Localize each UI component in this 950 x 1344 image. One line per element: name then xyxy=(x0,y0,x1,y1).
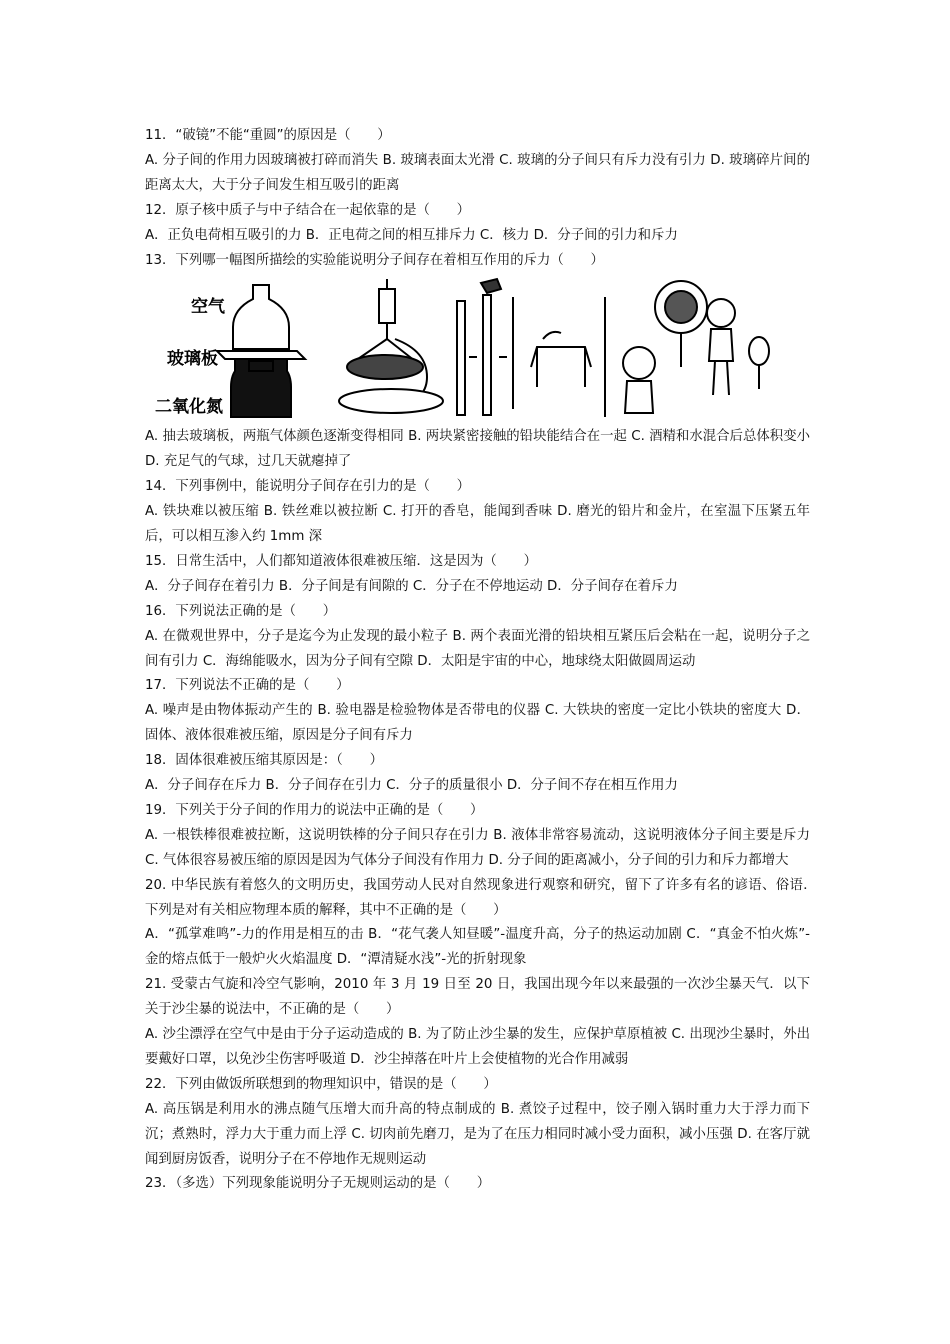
gas-diffusion-bottles xyxy=(217,285,305,417)
experiment-illustrations xyxy=(165,277,785,423)
question-20-options: A．“孤掌难鸣”-力的作用是相互的击 B．“花气袭人知昼暖”-温度升高，分子的热运动加剧 C．“真金不怕火炼”-金的熔点低于一般炉火火焰温度 D．“潭清疑水浅”-光的折射现象 xyxy=(145,927,810,968)
question-17-options: A. 噪声是由物体振动产生的 B. 验电器是检验物体是否带电的仪器 C. 大铁块的密度一定比小铁块的密度大 D．固体、液体很难被压缩，原因是分子间有斥力 xyxy=(145,703,810,744)
question-13-options: A. 抽去玻璃板，两瓶气体颜色逐渐变得相同 B. 两块紧密接触的铅块能结合在一起 C. 酒精和水混合后总体积变小 D. 充足气的气球，过几天就瘪掉了 xyxy=(145,429,810,470)
question-18-options: A．分子间存在斥力 B．分子间存在引力 C．分子的质量很小 D．分子间不存在相互作用力 xyxy=(145,778,678,793)
question-14-stem: 14．下列事例中，能说明分子间存在引力的是（ ） xyxy=(145,479,471,495)
question-16-options: A. 在微观世界中，分子是迄今为止发现的最小粒子 B. 两个表面光滑的铅块相互紧压后会粘在一起，说明分子之间有引力 C．海绵能吸水，因为分子间有空隙 D．太阳是宇宙的中心，地球绕太阳做圆周运动 xyxy=(145,628,810,669)
spring-scale-plate xyxy=(339,279,443,413)
question-12-stem: 12．原子核中质子与中子结合在一起依靠的是（ ） xyxy=(145,202,471,218)
question-21-options: A. 沙尘漂浮在空气中是由于分子运动造成的 B. 为了防止沙尘暴的发生，应保护草原植被 C. 出现沙尘暴时，外出要戴好口罩，以免沙尘伤害呼吸道 D．沙尘掉落在叶片上会使植物的光合作用减弱 xyxy=(145,1027,810,1067)
question-11-stem: 11．“破镜”不能“重圆”的原因是（ ） xyxy=(145,128,391,143)
children-balloon-scene xyxy=(623,281,769,413)
question-22-options: A. 高压锅是利用水的沸点随气压增大而升高的特点制成的 B. 煮饺子过程中，饺子刚入锅时重力大于浮力而下沉；煮熟时，浮力大于重力而上浮 C. 切肉前先磨刀，是为了在压力相同时减小受力面积，减小压强 D. 在客厅就闻到厨房饭香，说明分子在不停地作无规则运动 xyxy=(145,1101,810,1167)
question-17-stem: 17．下列说法不正确的是（ ） xyxy=(145,678,350,694)
question-18-stem: 18．固体很难被压缩其原因是：（ ） xyxy=(145,753,383,769)
question-23-stem: 23．（多选）下列现象能说明分子无规则运动的是（ ） xyxy=(145,1176,491,1192)
question-15-options: A．分子间存在着引力 B．分子间是有间隙的 C．分子在不停地运动 D．分子间存在着斥力 xyxy=(145,578,678,594)
question-11-options: A. 分子间的作用力因玻璃被打碎而消失 B. 玻璃表面太光滑 C. 玻璃的分子间只有斥力没有引力 D. 玻璃碎片间的距离太大，大于分子间发生相互吸引的距离 xyxy=(145,152,810,193)
question-21-stem: 21. 受蒙古气旋和冷空气影响，2010 年 3 月 19 日至 20 日，我国出现今年以来最强的一次沙尘暴天气．以下关于沙尘暴的说法中，不正确的是（ ） xyxy=(145,977,810,1018)
label-nitrogen-dioxide: 二氧化氮 xyxy=(155,397,223,418)
label-air: 空气 xyxy=(191,297,225,318)
question-14-options: A. 铁块难以被压缩 B. 铁丝难以被拉断 C. 打开的香皂，能闻到香味 D. 磨光的铅片和金片，在室温下压紧五年后，可以相互渗入约 1mm 深 xyxy=(145,504,810,544)
question-19-options: A. 一根铁棒很难被拉断，这说明铁棒的分子间只存在引力 B. 液体非常容易流动，这说明液体分子间主要是斥力 C. 气体很容易被压缩的原因是因为气体分子间没有作用力 D. 分子间的距离减小，分子间的引力和斥力都增大 xyxy=(145,827,810,868)
question-20-stem: 20. 中华民族有着悠久的文明历史，我国劳动人民对自然现象进行观察和研究，留下了许多有名的谚语、俗语． 下列是对有关相应物理本质的解释，其中不正确的是（ ） xyxy=(145,877,824,918)
question-19-stem: 19．下列关于分子间的作用力的说法中正确的是（ ） xyxy=(145,802,484,818)
question-13-figure xyxy=(155,277,785,423)
tubes-and-lead-blocks xyxy=(457,279,605,417)
question-page xyxy=(145,124,824,1197)
question-15-stem: 15．日常生活中，人们都知道液体很难被压缩．这是因为（ ） xyxy=(145,553,537,569)
question-16-stem: 16．下列说法正确的是（ ） xyxy=(145,603,337,619)
question-22-stem: 22．下列由做饭所联想到的物理知识中，错误的是（ ） xyxy=(145,1076,497,1092)
question-12-options: A．正负电荷相互吸引的力 B．正电荷之间的相互排斥力 C．核力 D．分子间的引力和斥力 xyxy=(145,227,678,243)
question-13-stem: 13．下列哪一幅图所描绘的实验能说明分子间存在着相互作用的斥力（ ） xyxy=(145,252,604,268)
label-glass-plate: 玻璃板 xyxy=(167,349,218,370)
